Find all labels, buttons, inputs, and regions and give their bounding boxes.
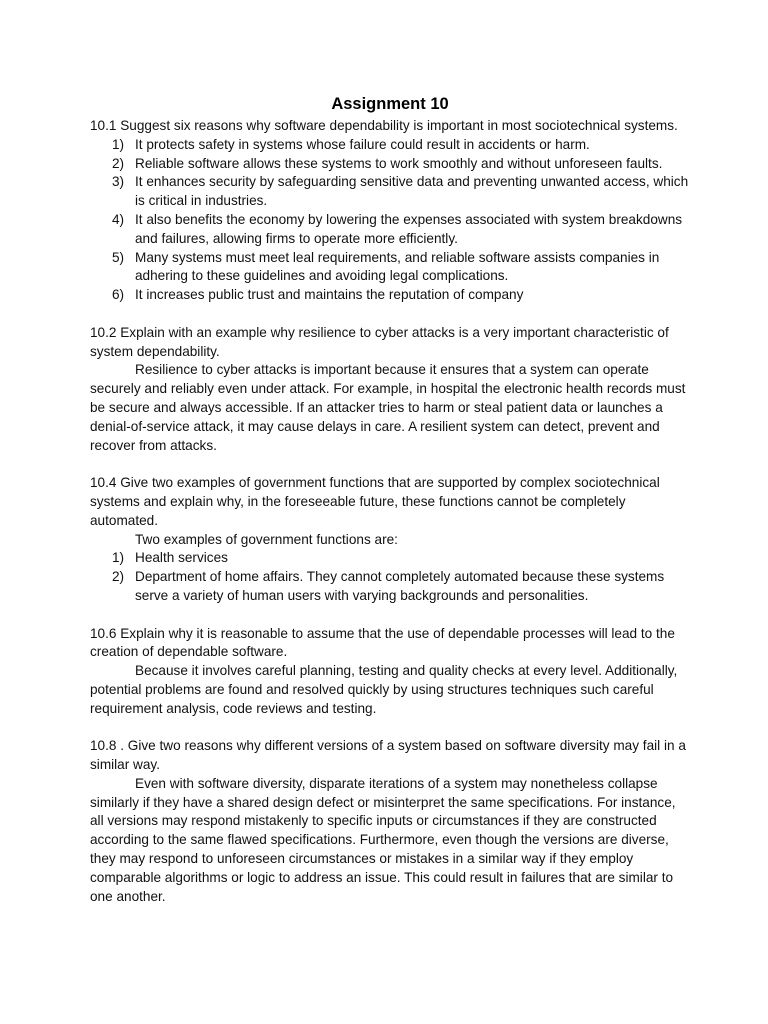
list-number: 1): [112, 136, 125, 152]
question-10-2-section: [90, 324, 690, 456]
list-item: [90, 211, 690, 249]
reasons-list: [90, 136, 690, 305]
list-number: 2): [112, 155, 125, 171]
question-text: 10.6 Explain why it is reasonable to assume that the use of dependable processes will lead to the creation of dependable software.: [90, 625, 675, 660]
answer-paragraph: Because it involves careful planning, testing and quality checks at every level. Additionally, potential problems are found and resolved quickly by using structures techniques such careful requirement analysis, code reviews and testing.: [90, 663, 678, 716]
list-item-text: It enhances security by safeguarding sensitive data and preventing unwanted access, which is critical in industries.: [135, 174, 689, 209]
list-number: 3): [112, 174, 125, 190]
list-item-text: Reliable software allows these systems to work smoothly and without unforeseen faults.: [135, 155, 663, 171]
list-item: [90, 136, 690, 155]
paragraph-spacer: [90, 455, 690, 474]
question-text: 10.2 Explain with an example why resilience to cyber attacks is a very important characteristic of system dependability.: [90, 324, 669, 359]
question-text: 10.4 Give two examples of government functions that are supported by complex sociotechnical systems and explain why, in the foreseeable future, these functions cannot be completely automated.: [90, 475, 660, 528]
list-item-text: Health services: [135, 550, 228, 566]
answer-paragraph: Even with software diversity, disparate iterations of a system may nonetheless collapse similarly if they have a shared design defect or misinterpret the same specifications. For instance, all versions may respond mistakenly to specific inputs or circumstances if they are constructed according to the same flawed specifications. Furthermore, even though the versions are diverse, they may respond to unforeseen circumstances or mistakes in a similar way if they employ comparable algorithms or logic to address an issue. This could result in failures that are similar to one another.: [90, 775, 676, 904]
document-body: [90, 93, 690, 906]
question-text: 10.1 Suggest six reasons why software dependability is important in most sociotechnical systems.: [90, 118, 678, 133]
paragraph-spacer: [90, 305, 690, 324]
list-item-text: It protects safety in systems whose failure could result in accidents or harm.: [135, 136, 590, 152]
list-number: 5): [112, 249, 125, 265]
list-item: [90, 249, 690, 287]
list-item: [90, 549, 690, 568]
examples-list: [90, 549, 690, 605]
answer-paragraph: Resilience to cyber attacks is important because it ensures that a system can operate securely and reliably even under attack. For example, in hospital the electronic health records must be secure and always accessible. If an attacker tries to harm or steal patient data or launches a denial-of-service attack, it may cause delays in care. A resilient system can detect, prevent and recover from attacks.: [90, 362, 686, 453]
list-item-text: It increases public trust and maintains the reputation of company: [135, 287, 524, 303]
list-number: 6): [112, 287, 125, 303]
answer-paragraph: Two examples of government functions are:: [135, 531, 398, 547]
list-number: 4): [112, 211, 125, 227]
list-item-text: Many systems must meet leal requirements, and reliable software assists companies in adhering to these guidelines and avoiding legal complications.: [135, 249, 660, 284]
question-10-4-section: [90, 474, 690, 606]
list-number: 1): [112, 550, 125, 566]
paragraph-spacer: [90, 719, 690, 738]
question-10-1-section: [90, 117, 690, 305]
question-10-8-section: [90, 737, 690, 906]
list-item: [90, 155, 690, 174]
list-item-text: It also benefits the economy by lowering the expenses associated with system breakdowns and failures, allowing firms to operate more efficiently.: [135, 211, 683, 246]
page-title: Assignment 10: [331, 95, 449, 113]
list-item: [90, 568, 690, 606]
paragraph-spacer: [90, 606, 690, 625]
question-text: 10.8 . Give two reasons why different versions of a system based on software diversity may fail in a similar way.: [90, 738, 686, 773]
list-item-text: Department of home affairs. They cannot completely automated because these systems serve a variety of human users with varying backgrounds and personalities.: [135, 569, 665, 603]
list-item: [90, 286, 690, 305]
question-10-6-section: [90, 625, 690, 719]
list-number: 2): [112, 569, 125, 585]
list-item: [90, 173, 690, 211]
